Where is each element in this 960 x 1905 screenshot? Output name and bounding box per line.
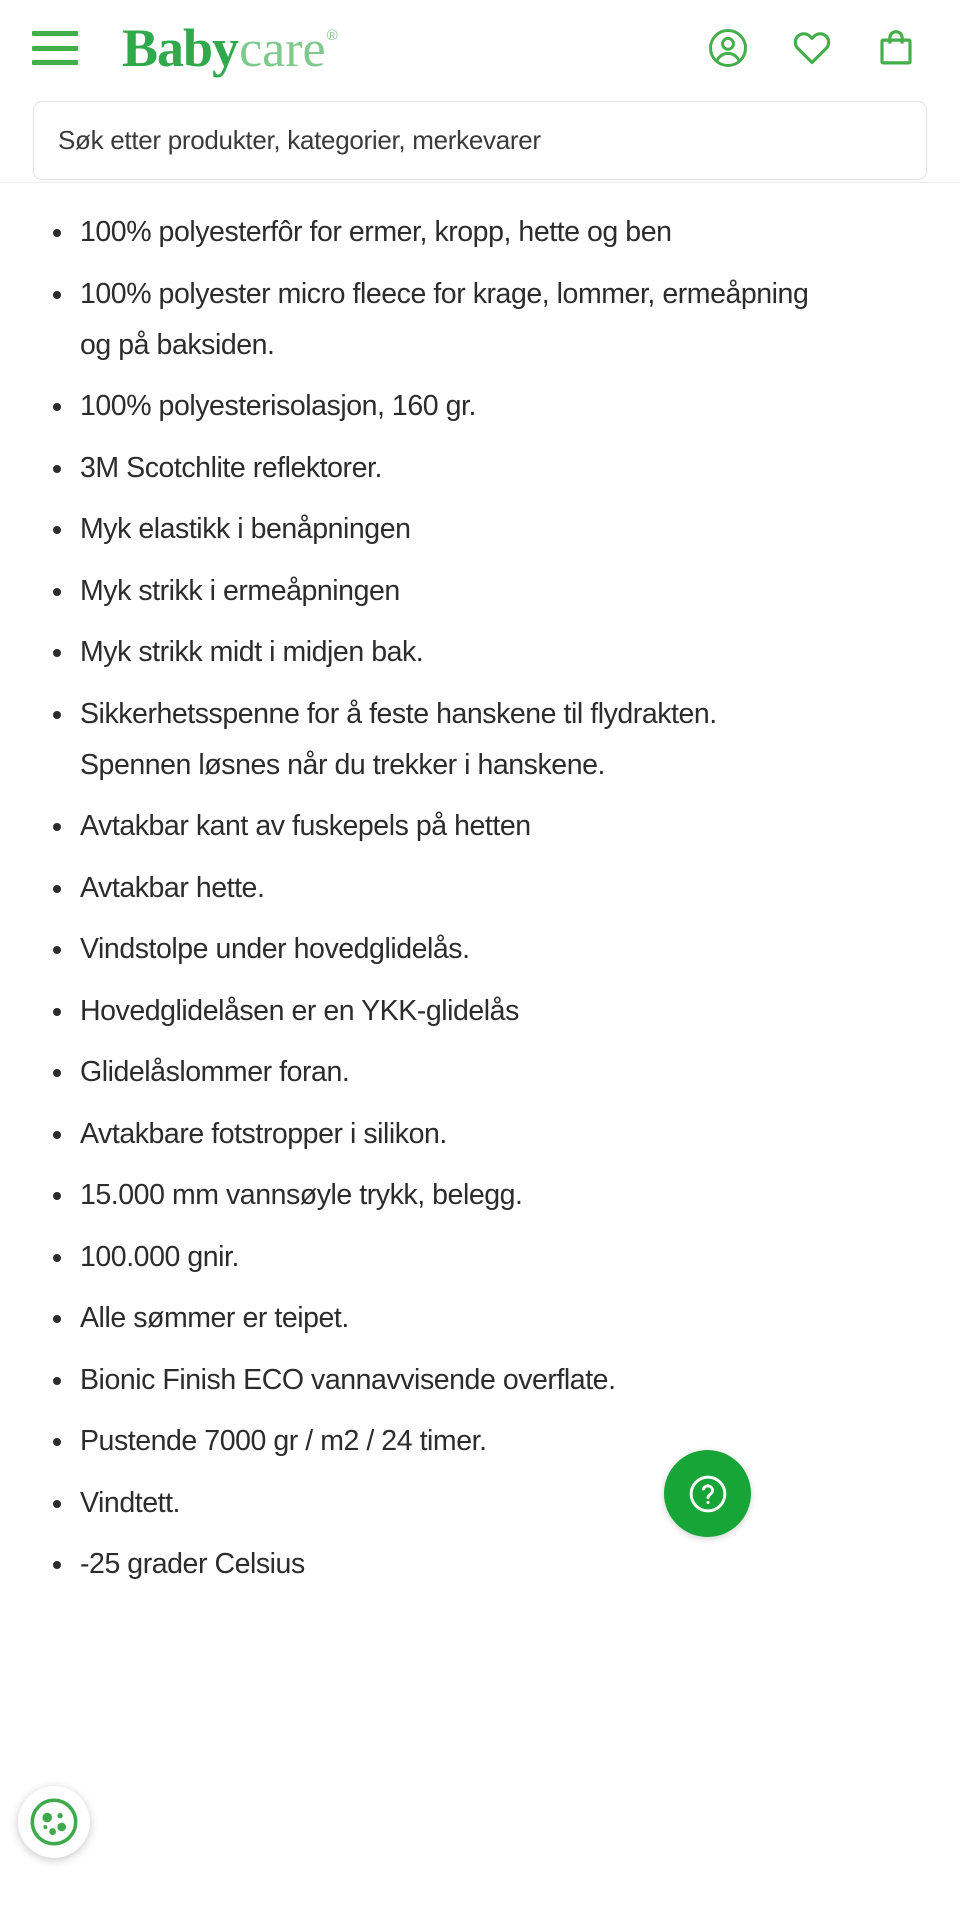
list-item: Myk strikk i ermeåpningen xyxy=(30,566,820,617)
list-item: Hovedglidelåsen er en YKK-glidelås xyxy=(30,986,820,1037)
logo-text-primary: Baby xyxy=(122,17,239,78)
site-header xyxy=(0,0,960,96)
list-item: Sikkerhetsspenne for å feste hanskene til flydrakten. Spennen løsnes når du trekker i hanskene. xyxy=(30,689,820,791)
header-actions xyxy=(706,26,930,70)
search-bar xyxy=(33,101,927,180)
list-item: -25 grader Celsius xyxy=(30,1539,820,1590)
list-item: Avtakbare fotstropper i silikon. xyxy=(30,1109,820,1160)
help-button[interactable] xyxy=(664,1450,751,1537)
cookie-settings-icon xyxy=(26,1794,82,1850)
list-item: Myk elastikk i benåpningen xyxy=(30,504,820,555)
product-spec-list xyxy=(30,207,930,1590)
search-input[interactable] xyxy=(58,125,902,156)
list-item: 100.000 gnir. xyxy=(30,1232,820,1283)
wishlist-heart-icon[interactable] xyxy=(790,26,834,70)
site-logo[interactable] xyxy=(122,17,338,78)
search-box[interactable] xyxy=(33,101,927,180)
list-item: Pustende 7000 gr / m2 / 24 timer. xyxy=(30,1416,820,1467)
logo-trademark-symbol: ® xyxy=(326,26,338,44)
list-item: 15.000 mm vannsøyle trykk, belegg. xyxy=(30,1170,820,1221)
hamburger-bar xyxy=(32,46,78,51)
list-item: Avtakbar hette. xyxy=(30,863,820,914)
product-description-section xyxy=(0,182,960,1601)
account-icon[interactable] xyxy=(706,26,750,70)
hamburger-menu-icon[interactable] xyxy=(32,31,78,65)
list-item: 3M Scotchlite reflektorer. xyxy=(30,443,820,494)
list-item: Vindstolpe under hovedglidelås. xyxy=(30,924,820,975)
list-item: Avtakbar kant av fuskepels på hetten xyxy=(30,801,820,852)
cookie-settings-button[interactable] xyxy=(18,1786,90,1858)
list-item: Alle sømmer er teipet. xyxy=(30,1293,820,1344)
list-item: 100% polyester micro fleece for krage, lommer, ermeåpning og på baksiden. xyxy=(30,269,820,371)
list-item: 100% polyesterisolasjon, 160 gr. xyxy=(30,381,820,432)
list-item: Vindtett. xyxy=(30,1478,820,1529)
help-question-icon xyxy=(686,1472,730,1516)
hamburger-bar xyxy=(32,60,78,65)
cart-bag-icon[interactable] xyxy=(874,26,918,70)
list-item: Glidelåslommer foran. xyxy=(30,1047,820,1098)
list-item: Bionic Finish ECO vannavvisende overflate. xyxy=(30,1355,820,1406)
list-item: 100% polyesterfôr for ermer, kropp, hette og ben xyxy=(30,207,820,258)
logo-text-secondary: care xyxy=(239,20,326,78)
hamburger-bar xyxy=(32,31,78,36)
list-item: Myk strikk midt i midjen bak. xyxy=(30,627,820,678)
